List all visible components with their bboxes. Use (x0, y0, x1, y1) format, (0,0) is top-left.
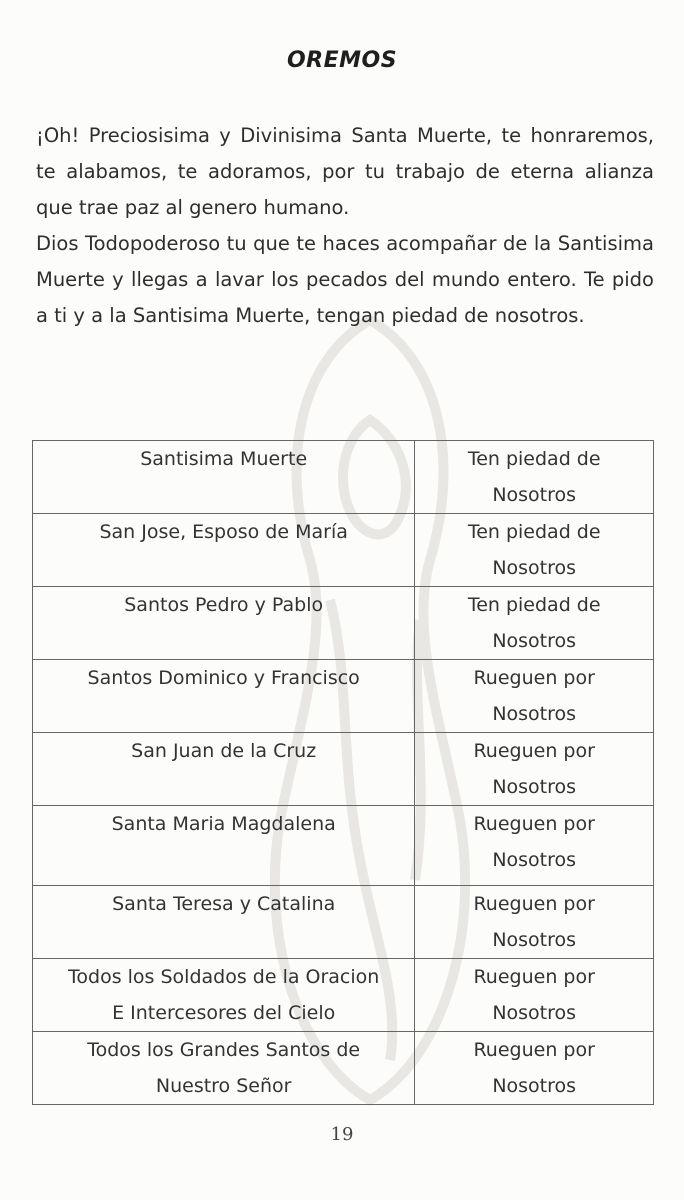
response-line-1: Ten piedad de (467, 448, 601, 470)
response-line-2: Nosotros (492, 630, 577, 652)
response-line-1: Ten piedad de (467, 594, 601, 616)
response-line-1: Rueguen por (473, 893, 595, 915)
litany-row (33, 1032, 654, 1105)
invocation-text: Santos Pedro y Pablo (124, 594, 324, 616)
response-cell (415, 1032, 654, 1105)
invocation-text: San Juan de la Cruz (131, 740, 317, 762)
invocation-cell (33, 733, 415, 806)
invocation-text-line-2: Nuestro Señor (155, 1075, 292, 1097)
litany-row (33, 660, 654, 733)
invocation-text: Santisima Muerte (140, 448, 308, 470)
response-cell (415, 806, 654, 886)
invocation-cell (33, 886, 415, 959)
response-cell (415, 587, 654, 660)
response-line-1: Rueguen por (473, 966, 595, 988)
response-line-1: Rueguen por (473, 1039, 595, 1061)
page-number: 19 (330, 1124, 354, 1145)
response-line-2: Nosotros (492, 776, 577, 798)
litany-row (33, 514, 654, 587)
response-cell (415, 959, 654, 1032)
response-cell (415, 886, 654, 959)
invocation-cell (33, 806, 415, 886)
response-cell (415, 514, 654, 587)
invocation-text-line-2: E Intercesores del Cielo (112, 1002, 336, 1024)
response-line-2: Nosotros (492, 1075, 577, 1097)
invocation-cell (33, 587, 415, 660)
response-line-2: Nosotros (492, 1002, 577, 1024)
response-line-2: Nosotros (492, 929, 577, 951)
invocation-cell (33, 514, 415, 587)
response-line-2: Nosotros (492, 557, 577, 579)
invocation-text: Todos los Grandes Santos de (87, 1039, 361, 1061)
litany-row (33, 959, 654, 1032)
response-cell (415, 660, 654, 733)
prayer-paragraph-2: Dios Todopoderoso tu que te haces acompañar de la Santisima Muerte y llegas a lavar los pecados del mundo entero. Te pido a ti y a la Santisima Muerte, tengan piedad de nosotros. (36, 232, 654, 327)
invocation-text: Santos Dominico y Francisco (87, 667, 360, 689)
prayer-title: OREMOS (286, 48, 398, 73)
response-line-2: Nosotros (492, 849, 577, 871)
invocation-text: San Jose, Esposo de María (99, 521, 348, 543)
litany-row (33, 587, 654, 660)
response-line-1: Rueguen por (473, 813, 595, 835)
response-line-2: Nosotros (492, 703, 577, 725)
response-line-1: Rueguen por (473, 667, 595, 689)
response-line-2: Nosotros (492, 484, 577, 506)
prayer-paragraph-1: ¡Oh! Preciosisima y Divinisima Santa Muerte, te honraremos, te alabamos, te adoramos, por tu trabajo de eterna alianza que trae paz al genero humano. (36, 124, 654, 219)
response-cell (415, 441, 654, 514)
response-cell (415, 733, 654, 806)
invocation-text: Todos los Soldados de la Oracion (68, 966, 380, 988)
litany-row (33, 806, 654, 886)
litany-table (32, 440, 654, 1105)
invocation-cell (33, 441, 415, 514)
litany-row (33, 886, 654, 959)
invocation-cell (33, 660, 415, 733)
invocation-cell (33, 1032, 415, 1105)
litany-row (33, 441, 654, 514)
invocation-text: Santa Maria Magdalena (111, 813, 336, 835)
response-line-1: Rueguen por (473, 740, 595, 762)
response-line-1: Ten piedad de (467, 521, 601, 543)
invocation-text: Santa Teresa y Catalina (112, 893, 336, 915)
litany-row (33, 733, 654, 806)
invocation-cell (33, 959, 415, 1032)
